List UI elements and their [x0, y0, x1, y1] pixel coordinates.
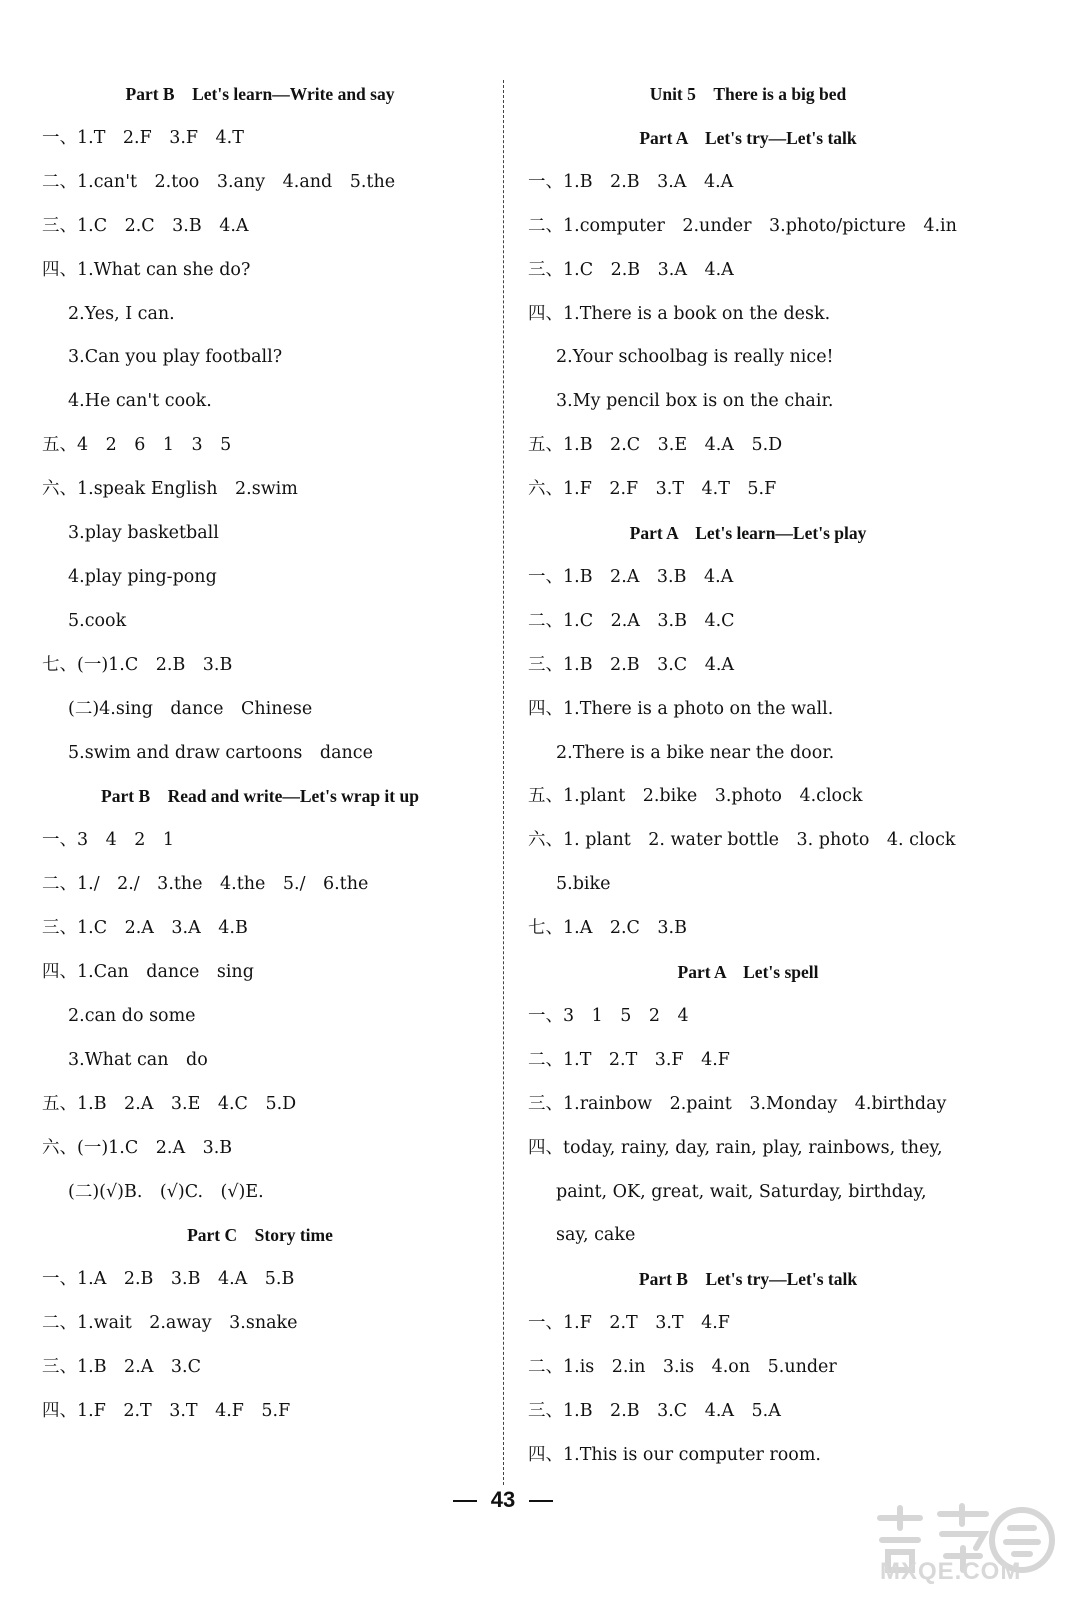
- answer-line-continued: 2.can do some: [68, 1005, 196, 1026]
- answer-line: 六、1. plant 2. water bottle 3. photo 4. clock: [528, 830, 956, 851]
- answer-line: 四、today, rainy, day, rain, play, rainbows, they,: [528, 1137, 943, 1158]
- answer-line: 三、1.C 2.A 3.A 4.B: [42, 918, 248, 939]
- answer-line: 四、1.There is a book on the desk.: [528, 303, 831, 324]
- column-divider: [503, 80, 504, 1485]
- answer-line: 四、1.Can dance sing: [42, 962, 254, 982]
- answer-line: 六、(一)1.C 2.A 3.B: [42, 1137, 233, 1158]
- answer-line: 六、1.F 2.F 3.T 4.T 5.F: [528, 479, 777, 500]
- answer-line: 三、1.B 2.A 3.C: [42, 1357, 201, 1378]
- answer-line-continued: 5.swim and draw cartoons dance: [68, 742, 373, 763]
- answer-line-continued: 4.play ping-pong: [68, 566, 217, 587]
- page-number-text: 43: [490, 1487, 516, 1512]
- page-number: [0, 1483, 1006, 1517]
- answer-line-continued: 3.What can do: [68, 1049, 208, 1070]
- answer-line: 四、1.What can she do?: [42, 259, 251, 280]
- answer-line-continued: say, cake: [556, 1225, 636, 1246]
- answer-line: 四、1.There is a photo on the wall.: [528, 698, 834, 719]
- section-heading: Part A Let's spell: [677, 962, 819, 982]
- section-heading: Part B Let's learn—Write and say: [125, 84, 395, 104]
- answer-line: 五、1.plant 2.bike 3.photo 4.clock: [528, 786, 863, 807]
- answer-line: 二、1.wait 2.away 3.snake: [42, 1313, 298, 1334]
- answer-line-continued: 2.Yes, I can.: [68, 303, 175, 324]
- section-heading: Unit 5 There is a big bed: [649, 84, 847, 104]
- answer-line: 三、1.C 2.C 3.B 4.A: [42, 215, 249, 236]
- answer-line: 二、1.can't 2.too 3.any 4.and 5.the: [42, 171, 396, 192]
- answer-line: 五、1.B 2.A 3.E 4.C 5.D: [42, 1093, 297, 1114]
- answer-line: 一、3 4 2 1: [42, 830, 175, 851]
- answer-line: 二、1./ 2./ 3.the 4.the 5./ 6.the: [42, 874, 369, 895]
- answer-line-continued: (二)(√)B. (√)C. (√)E.: [68, 1181, 264, 1202]
- answer-line: 二、1.T 2.T 3.F 4.F: [528, 1049, 730, 1070]
- answer-line: 一、1.T 2.F 3.F 4.T: [42, 127, 244, 148]
- answer-line-continued: paint, OK, great, wait, Saturday, birthday,: [556, 1181, 927, 1202]
- answer-line-continued: 3.My pencil box is on the chair.: [556, 391, 834, 412]
- answer-line-continued: 5.bike: [556, 874, 611, 895]
- answer-line: 一、1.A 2.B 3.B 4.A 5.B: [42, 1269, 295, 1290]
- answer-line: 五、1.B 2.C 3.E 4.A 5.D: [528, 435, 783, 456]
- section-heading: Part C Story time: [187, 1225, 333, 1246]
- answer-line-continued: (二)4.sing dance Chinese: [68, 698, 313, 719]
- answer-line-continued: 2.Your schoolbag is really nice!: [556, 347, 834, 368]
- answer-line: 三、1.rainbow 2.paint 3.Monday 4.birthday: [528, 1093, 947, 1114]
- page-number-dash-left: [453, 1500, 477, 1502]
- answer-line-continued: 3.play basketball: [68, 523, 219, 543]
- watermark-text: MXQE.COM: [880, 1558, 1022, 1585]
- answer-line: 二、1.C 2.A 3.B 4.C: [528, 610, 735, 631]
- section-heading: Part A Let's learn—Let's play: [629, 523, 867, 543]
- answer-line: 二、1.is 2.in 3.is 4.on 5.under: [528, 1357, 837, 1378]
- answer-line: 三、1.C 2.B 3.A 4.A: [528, 259, 734, 280]
- answer-line: 三、1.B 2.B 3.C 4.A 5.A: [528, 1401, 781, 1421]
- answer-line-continued: 3.Can you play football?: [68, 347, 283, 368]
- section-heading: Part A Let's try—Let's talk: [639, 127, 857, 148]
- answer-line: 七、1.A 2.C 3.B: [528, 918, 687, 939]
- answer-line: 一、3 1 5 2 4: [528, 1005, 689, 1026]
- answer-line: 一、1.F 2.T 3.T 4.F: [528, 1313, 730, 1334]
- answer-line: 二、1.computer 2.under 3.photo/picture 4.in: [528, 215, 957, 236]
- answer-line-continued: 4.He can't cook.: [68, 391, 212, 412]
- answer-line: 五、4 2 6 1 3 5: [42, 435, 232, 456]
- answer-line: 三、1.B 2.B 3.C 4.A: [528, 654, 735, 675]
- page-number-dash-right: [529, 1500, 553, 1502]
- answer-line: 七、(一)1.C 2.B 3.B: [42, 654, 233, 675]
- answer-line: 四、1.F 2.T 3.T 4.F 5.F: [42, 1401, 291, 1421]
- answer-line: 一、1.B 2.B 3.A 4.A: [528, 171, 734, 192]
- answer-line: 四、1.This is our computer room.: [528, 1444, 821, 1465]
- answer-line-continued: 5.cook: [68, 610, 127, 631]
- answer-line: 一、1.B 2.A 3.B 4.A: [528, 566, 734, 587]
- section-heading: Part B Read and write—Let's wrap it up: [101, 786, 419, 807]
- section-heading: Part B Let's try—Let's talk: [638, 1269, 858, 1290]
- answer-line-continued: 2.There is a bike near the door.: [556, 742, 835, 763]
- answer-line: 六、1.speak English 2.swim: [42, 479, 298, 500]
